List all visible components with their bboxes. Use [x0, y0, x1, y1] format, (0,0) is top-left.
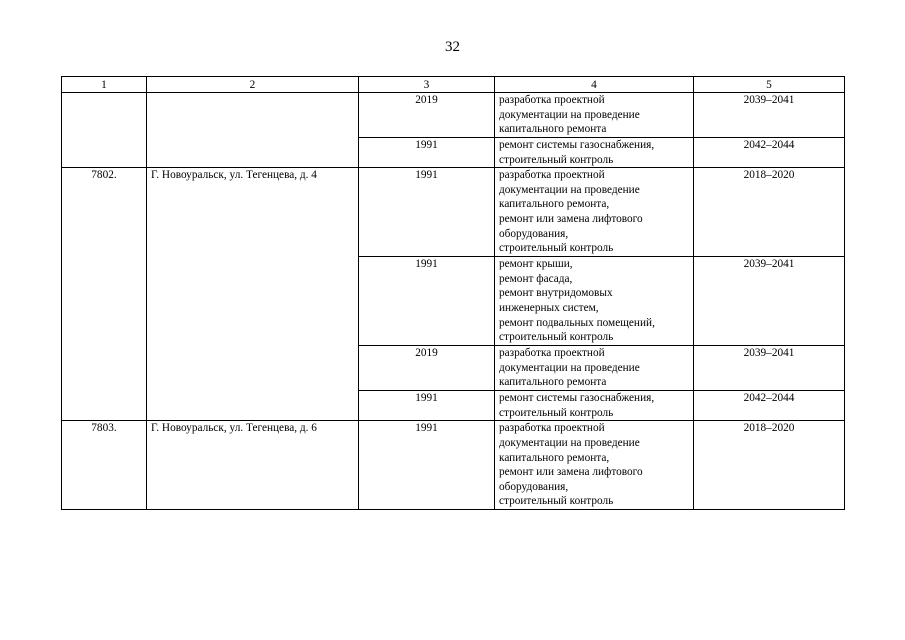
- table-row: [62, 93, 845, 138]
- works-cell: [495, 421, 694, 510]
- work-line: разработка проектной: [499, 169, 605, 182]
- works-cell: [495, 346, 694, 391]
- works-cell: [495, 93, 694, 138]
- header-col-2: 2: [147, 77, 359, 93]
- work-line: строительный контроль: [499, 331, 614, 344]
- work-line: ремонт системы газоснабжения,: [499, 392, 655, 405]
- row-number-cell: 7803.: [62, 421, 147, 510]
- period-cell: 2042–2044: [694, 138, 845, 168]
- work-line: ремонт или замена лифтового: [499, 466, 643, 479]
- works-cell: [495, 138, 694, 168]
- row-number-cell: 7802.: [62, 168, 147, 421]
- period-cell: 2039–2041: [694, 93, 845, 138]
- work-line: разработка проектной: [499, 347, 605, 360]
- address-cell: Г. Новоуральск, ул. Тегенцева, д. 4: [147, 168, 359, 421]
- work-line: строительный контроль: [499, 495, 614, 508]
- work-line: документации на проведение: [499, 183, 640, 196]
- work-line: документации на проведение: [499, 361, 640, 374]
- work-line: документации на проведение: [499, 108, 640, 121]
- work-line: документации на проведение: [499, 436, 640, 449]
- capital-repair-table: [61, 76, 845, 510]
- table-row: [62, 168, 845, 257]
- work-line: разработка проектной: [499, 94, 605, 106]
- page-number: 32: [445, 39, 460, 55]
- address-cell: [147, 93, 359, 168]
- year-cell: 1991: [359, 421, 495, 510]
- works-cell: [495, 168, 694, 257]
- work-line: оборудования,: [499, 480, 569, 493]
- header-col-1: 1: [62, 77, 147, 93]
- work-line: строительный контроль: [499, 153, 614, 166]
- period-cell: 2018–2020: [694, 168, 845, 257]
- work-line: разработка проектной: [499, 422, 605, 435]
- year-cell: 1991: [359, 257, 495, 346]
- work-line: ремонт подвальных помещений,: [499, 316, 655, 329]
- year-cell: 1991: [359, 168, 495, 257]
- address-cell: Г. Новоуральск, ул. Тегенцева, д. 6: [147, 421, 359, 510]
- period-cell: 2042–2044: [694, 391, 845, 421]
- year-cell: 1991: [359, 138, 495, 168]
- year-cell: 2019: [359, 93, 495, 138]
- work-line: ремонт фасада,: [499, 272, 573, 285]
- work-line: ремонт системы газоснабжения,: [499, 139, 655, 151]
- works-cell: [495, 257, 694, 346]
- works-cell: [495, 391, 694, 421]
- work-line: ремонт или замена лифтового: [499, 212, 643, 225]
- header-col-5: 5: [694, 77, 845, 93]
- work-line: оборудования,: [499, 227, 569, 240]
- table-header-row: [62, 77, 845, 93]
- work-line: ремонт внутридомовых: [499, 287, 613, 300]
- period-cell: 2039–2041: [694, 346, 845, 391]
- header-col-3: 3: [359, 77, 495, 93]
- work-line: инженерных систем,: [499, 301, 599, 314]
- work-line: строительный контроль: [499, 406, 614, 419]
- work-line: капитального ремонта,: [499, 198, 610, 211]
- work-line: строительный контроль: [499, 242, 614, 255]
- year-cell: 1991: [359, 391, 495, 421]
- work-line: ремонт крыши,: [499, 258, 573, 271]
- work-line: капитального ремонта: [499, 376, 607, 389]
- year-cell: 2019: [359, 346, 495, 391]
- period-cell: 2018–2020: [694, 421, 845, 510]
- work-line: капитального ремонта: [499, 123, 607, 136]
- period-cell: 2039–2041: [694, 257, 845, 346]
- header-col-4: 4: [495, 77, 694, 93]
- work-line: капитального ремонта,: [499, 451, 610, 464]
- row-number-cell: [62, 93, 147, 168]
- table-row: [62, 421, 845, 510]
